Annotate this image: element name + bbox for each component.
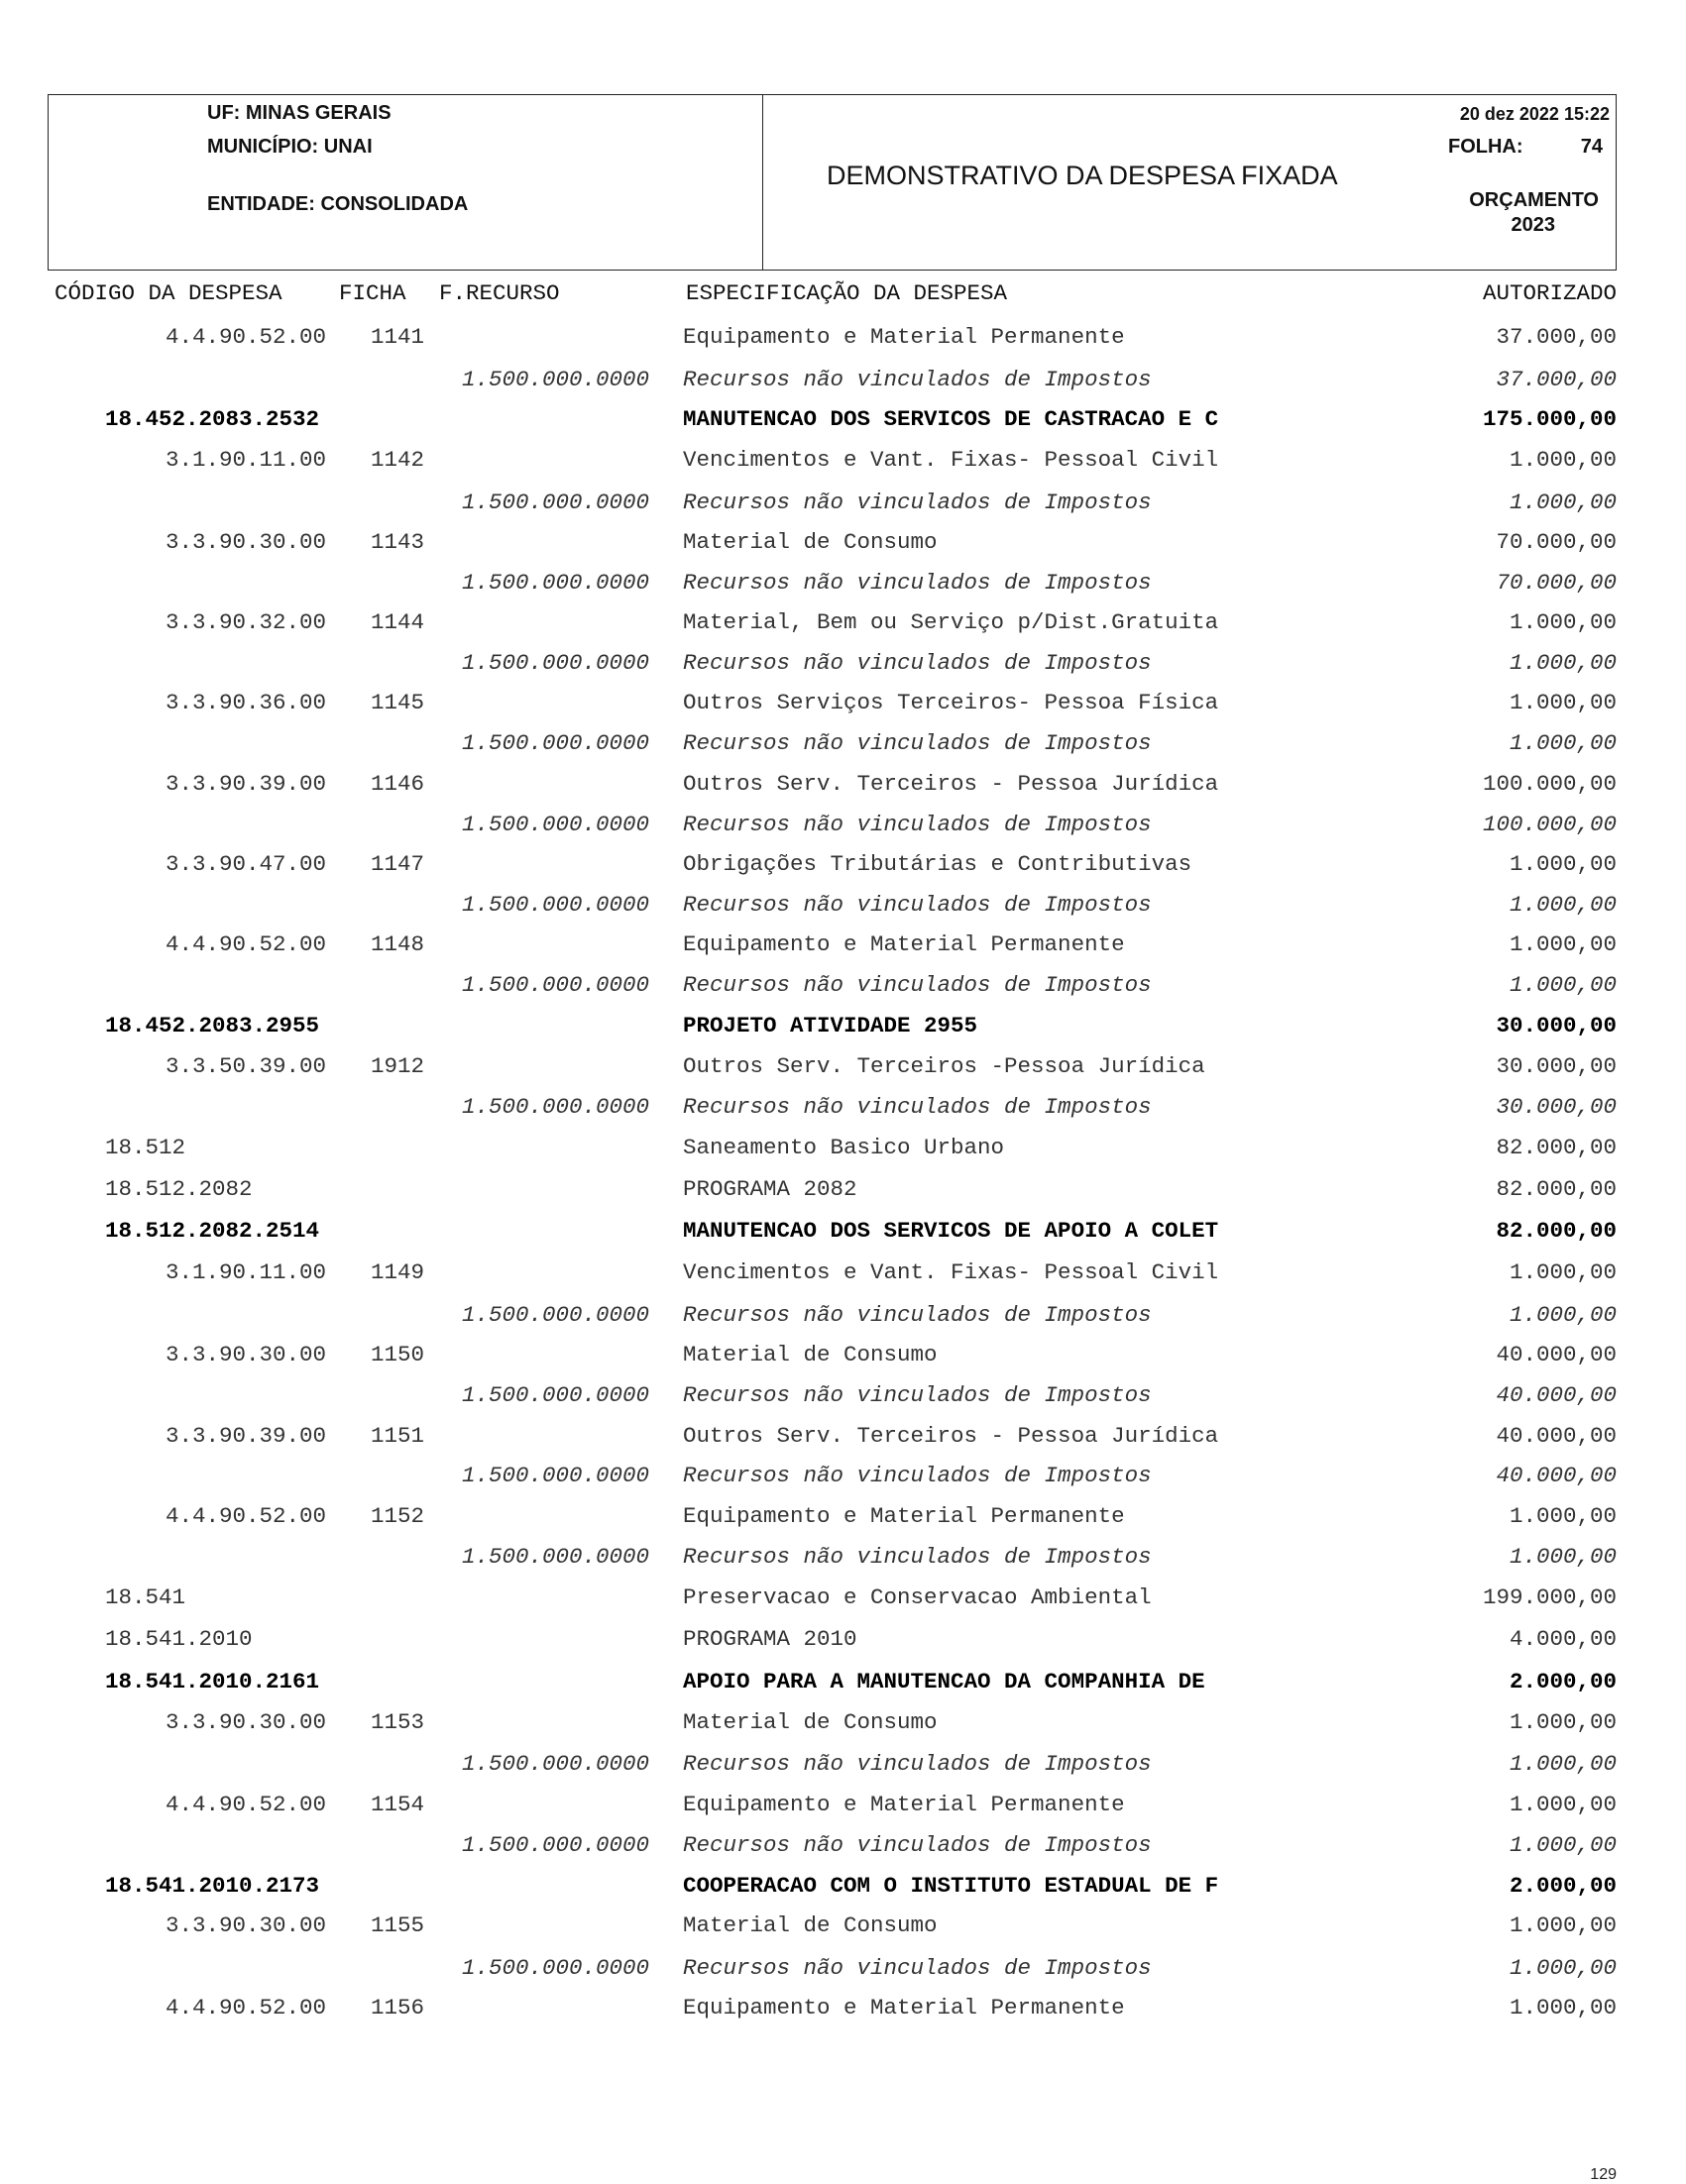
authorized-value: 100.000,00 <box>1482 812 1617 837</box>
expense-code: 3.3.90.30.00 <box>166 529 327 555</box>
ficha-number: 1155 <box>371 1912 425 1938</box>
expense-code: 3.3.50.39.00 <box>166 1053 327 1079</box>
resource-description: Recursos não vinculados de Impostos <box>683 892 1152 918</box>
header-orcamento-year: 2023 <box>1511 214 1555 236</box>
authorized-value: 1.000,00 <box>1509 1503 1617 1529</box>
table-row-fonte <box>0 730 1686 766</box>
authorized-value: 175.000,00 <box>1482 406 1617 432</box>
expense-code: 4.4.90.52.00 <box>166 324 327 350</box>
ficha-number: 1141 <box>371 324 425 350</box>
table-row-fonte <box>0 1544 1686 1580</box>
table-row-acao <box>0 1669 1686 1704</box>
authorized-value: 70.000,00 <box>1496 570 1617 596</box>
authorized-value: 1.000,00 <box>1509 1544 1617 1570</box>
expense-code: 3.1.90.11.00 <box>166 447 327 473</box>
expense-description: Vencimentos e Vant. Fixas- Pessoal Civil <box>683 1259 1219 1285</box>
expense-description: APOIO PARA A MANUTENCAO DA COMPANHIA DE <box>683 1669 1205 1694</box>
authorized-value: 1.000,00 <box>1509 1709 1617 1735</box>
authorized-value: 1.000,00 <box>1509 1259 1617 1285</box>
authorized-value: 1.000,00 <box>1509 1995 1617 2020</box>
header-datetime: 20 dez 2022 15:22 <box>1459 104 1610 124</box>
table-row-func <box>0 1135 1686 1170</box>
resource-description: Recursos não vinculados de Impostos <box>683 1382 1152 1408</box>
table-row-fonte <box>0 650 1686 686</box>
expense-code: 4.4.90.52.00 <box>166 931 327 957</box>
col-header-especificacao: ESPECIFICAÇÃO DA DESPESA <box>686 280 1008 306</box>
expense-code: 3.3.90.36.00 <box>166 690 327 715</box>
expense-code: 3.1.90.11.00 <box>166 1259 327 1285</box>
expense-description: Material de Consumo <box>683 1342 938 1367</box>
ficha-number: 1146 <box>371 771 425 797</box>
expense-code: 3.3.90.47.00 <box>166 851 327 877</box>
table-row-elem <box>0 931 1686 967</box>
table-row-fonte <box>0 1302 1686 1338</box>
expense-code: 3.3.90.30.00 <box>166 1342 327 1367</box>
table-row-fonte <box>0 1094 1686 1130</box>
authorized-value: 1.000,00 <box>1509 447 1617 473</box>
resource-code: 1.500.000.0000 <box>462 1544 650 1570</box>
resource-description: Recursos não vinculados de Impostos <box>683 1751 1152 1777</box>
expense-description: Equipamento e Material Permanente <box>683 1503 1125 1529</box>
resource-code: 1.500.000.0000 <box>462 972 650 998</box>
authorized-value: 70.000,00 <box>1496 529 1617 555</box>
expense-code: 18.512 <box>105 1135 186 1160</box>
authorized-value: 1.000,00 <box>1509 892 1617 918</box>
header-folha-label: FOLHA: <box>1448 136 1523 158</box>
expense-description: Material, Bem ou Serviço p/Dist.Gratuita <box>683 609 1219 635</box>
resource-description: Recursos não vinculados de Impostos <box>683 1832 1152 1858</box>
expense-code: 3.3.90.32.00 <box>166 609 327 635</box>
authorized-value: 100.000,00 <box>1482 771 1617 797</box>
ficha-number: 1154 <box>371 1792 425 1817</box>
authorized-value: 82.000,00 <box>1496 1218 1617 1244</box>
expense-code: 18.512.2082 <box>105 1176 253 1202</box>
resource-code: 1.500.000.0000 <box>462 730 650 756</box>
authorized-value: 1.000,00 <box>1509 609 1617 635</box>
authorized-value: 30.000,00 <box>1496 1013 1617 1038</box>
resource-description: Recursos não vinculados de Impostos <box>683 1544 1152 1570</box>
table-row-fonte <box>0 367 1686 402</box>
authorized-value: 30.000,00 <box>1496 1053 1617 1079</box>
resource-description: Recursos não vinculados de Impostos <box>683 650 1152 676</box>
expense-description: Outros Serv. Terceiros - Pessoa Jurídica <box>683 1423 1219 1449</box>
authorized-value: 1.000,00 <box>1509 730 1617 756</box>
table-row-acao <box>0 1013 1686 1048</box>
authorized-value: 1.000,00 <box>1509 490 1617 515</box>
table-row-fonte <box>0 1463 1686 1498</box>
resource-code: 1.500.000.0000 <box>462 490 650 515</box>
resource-code: 1.500.000.0000 <box>462 570 650 596</box>
expense-code: 18.541.2010.2173 <box>105 1873 320 1899</box>
table-row-func <box>0 1584 1686 1620</box>
expense-code: 18.541 <box>105 1584 186 1610</box>
expense-description: COOPERACAO COM O INSTITUTO ESTADUAL DE F <box>683 1873 1219 1899</box>
header-folha-value: 74 <box>1580 136 1603 158</box>
ficha-number: 1148 <box>371 931 425 957</box>
table-row-fonte <box>0 1832 1686 1868</box>
resource-code: 1.500.000.0000 <box>462 367 650 392</box>
expense-description: Material de Consumo <box>683 1709 938 1735</box>
ficha-number: 1147 <box>371 851 425 877</box>
expense-code: 18.541.2010 <box>105 1626 253 1652</box>
ficha-number: 1150 <box>371 1342 425 1367</box>
resource-code: 1.500.000.0000 <box>462 1382 650 1408</box>
authorized-value: 2.000,00 <box>1509 1873 1617 1899</box>
col-header-ficha: FICHA <box>339 280 406 306</box>
authorized-value: 30.000,00 <box>1496 1094 1617 1120</box>
expense-description: Equipamento e Material Permanente <box>683 1995 1125 2020</box>
authorized-value: 4.000,00 <box>1509 1626 1617 1652</box>
table-row-acao <box>0 1218 1686 1254</box>
resource-description: Recursos não vinculados de Impostos <box>683 1463 1152 1488</box>
resource-description: Recursos não vinculados de Impostos <box>683 570 1152 596</box>
authorized-value: 40.000,00 <box>1496 1423 1617 1449</box>
authorized-value: 1.000,00 <box>1509 1955 1617 1981</box>
table-row-fonte <box>0 1751 1686 1787</box>
expense-description: MANUTENCAO DOS SERVICOS DE CASTRACAO E C <box>683 406 1219 432</box>
expense-code: 4.4.90.52.00 <box>166 1503 327 1529</box>
authorized-value: 82.000,00 <box>1496 1176 1617 1202</box>
authorized-value: 1.000,00 <box>1509 1912 1617 1938</box>
table-row-acao <box>0 1873 1686 1909</box>
authorized-value: 1.000,00 <box>1509 1751 1617 1777</box>
ficha-number: 1153 <box>371 1709 425 1735</box>
table-row-elem <box>0 1995 1686 2030</box>
table-row-elem <box>0 324 1686 360</box>
resource-description: Recursos não vinculados de Impostos <box>683 1094 1152 1120</box>
resource-code: 1.500.000.0000 <box>462 650 650 676</box>
resource-code: 1.500.000.0000 <box>462 812 650 837</box>
authorized-value: 2.000,00 <box>1509 1669 1617 1694</box>
expense-description: PROGRAMA 2010 <box>683 1626 857 1652</box>
expense-code: 3.3.90.39.00 <box>166 771 327 797</box>
table-row-elem <box>0 1503 1686 1539</box>
ficha-number: 1912 <box>371 1053 425 1079</box>
authorized-value: 1.000,00 <box>1509 1832 1617 1858</box>
col-header-autorizado: AUTORIZADO <box>1482 280 1617 306</box>
expense-description: PROJETO ATIVIDADE 2955 <box>683 1013 978 1038</box>
expense-description: MANUTENCAO DOS SERVICOS DE APOIO A COLET <box>683 1218 1219 1244</box>
resource-description: Recursos não vinculados de Impostos <box>683 730 1152 756</box>
expense-code: 18.512.2082.2514 <box>105 1218 320 1244</box>
resource-description: Recursos não vinculados de Impostos <box>683 972 1152 998</box>
resource-code: 1.500.000.0000 <box>462 1751 650 1777</box>
table-row-elem <box>0 1342 1686 1377</box>
resource-code: 1.500.000.0000 <box>462 1955 650 1981</box>
authorized-value: 40.000,00 <box>1496 1342 1617 1367</box>
header-orcamento-label: ORÇAMENTO <box>1469 189 1599 211</box>
resource-code: 1.500.000.0000 <box>462 892 650 918</box>
expense-description: Equipamento e Material Permanente <box>683 931 1125 957</box>
resource-code: 1.500.000.0000 <box>462 1302 650 1328</box>
col-header-codigo: CÓDIGO DA DESPESA <box>55 280 282 306</box>
header-municipio: MUNICÍPIO: UNAI <box>207 136 373 158</box>
authorized-value: 37.000,00 <box>1496 367 1617 392</box>
authorized-value: 1.000,00 <box>1509 972 1617 998</box>
authorized-value: 1.000,00 <box>1509 851 1617 877</box>
authorized-value: 37.000,00 <box>1496 324 1617 350</box>
page-number: 129 <box>1590 2166 1617 2183</box>
col-header-recurso: F.RECURSO <box>439 280 560 306</box>
authorized-value: 1.000,00 <box>1509 931 1617 957</box>
expense-description: Outros Serv. Terceiros - Pessoa Jurídica <box>683 771 1219 797</box>
table-row-fonte <box>0 570 1686 605</box>
resource-description: Recursos não vinculados de Impostos <box>683 1955 1152 1981</box>
expense-description: Material de Consumo <box>683 1912 938 1938</box>
table-row-elem <box>0 529 1686 565</box>
authorized-value: 40.000,00 <box>1496 1382 1617 1408</box>
ficha-number: 1149 <box>371 1259 425 1285</box>
authorized-value: 1.000,00 <box>1509 690 1617 715</box>
table-row-elem <box>0 1259 1686 1295</box>
table-row-elem <box>0 771 1686 807</box>
expense-description: Obrigações Tributárias e Contributivas <box>683 851 1192 877</box>
resource-code: 1.500.000.0000 <box>462 1094 650 1120</box>
expense-code: 18.541.2010.2161 <box>105 1669 320 1694</box>
authorized-value: 1.000,00 <box>1509 1302 1617 1328</box>
document-title: DEMONSTRATIVO DA DESPESA FIXADA <box>827 161 1338 190</box>
expense-description: Equipamento e Material Permanente <box>683 1792 1125 1817</box>
resource-description: Recursos não vinculados de Impostos <box>683 1302 1152 1328</box>
table-row-elem <box>0 690 1686 725</box>
ficha-number: 1142 <box>371 447 425 473</box>
resource-description: Recursos não vinculados de Impostos <box>683 490 1152 515</box>
expense-code: 3.3.90.39.00 <box>166 1423 327 1449</box>
table-row-fonte <box>0 972 1686 1008</box>
table-row-fonte <box>0 892 1686 928</box>
ficha-number: 1156 <box>371 1995 425 2020</box>
table-row-fonte <box>0 1955 1686 1991</box>
expense-code: 18.452.2083.2532 <box>105 406 320 432</box>
ficha-number: 1151 <box>371 1423 425 1449</box>
table-row-acao <box>0 406 1686 442</box>
table-row-elem <box>0 1709 1686 1745</box>
resource-description: Recursos não vinculados de Impostos <box>683 812 1152 837</box>
ficha-number: 1152 <box>371 1503 425 1529</box>
ficha-number: 1144 <box>371 609 425 635</box>
resource-code: 1.500.000.0000 <box>462 1463 650 1488</box>
table-row-elem <box>0 1423 1686 1459</box>
expense-description: Vencimentos e Vant. Fixas- Pessoal Civil <box>683 447 1219 473</box>
authorized-value: 1.000,00 <box>1509 650 1617 676</box>
table-row-fonte <box>0 1382 1686 1418</box>
header-uf: UF: MINAS GERAIS <box>207 102 392 124</box>
authorized-value: 82.000,00 <box>1496 1135 1617 1160</box>
expense-code: 4.4.90.52.00 <box>166 1995 327 2020</box>
table-row-func <box>0 1626 1686 1662</box>
expense-description: Outros Serv. Terceiros -Pessoa Jurídica <box>683 1053 1205 1079</box>
table-row-elem <box>0 1912 1686 1948</box>
expense-code: 4.4.90.52.00 <box>166 1792 327 1817</box>
expense-description: Material de Consumo <box>683 529 938 555</box>
authorized-value: 199.000,00 <box>1482 1584 1617 1610</box>
expense-description: Preservacao e Conservacao Ambiental <box>683 1584 1152 1610</box>
expense-description: Equipamento e Material Permanente <box>683 324 1125 350</box>
resource-description: Recursos não vinculados de Impostos <box>683 367 1152 392</box>
resource-code: 1.500.000.0000 <box>462 1832 650 1858</box>
header-entidade: ENTIDADE: CONSOLIDADA <box>207 193 469 215</box>
expense-description: Saneamento Basico Urbano <box>683 1135 1005 1160</box>
expense-description: PROGRAMA 2082 <box>683 1176 857 1202</box>
table-row-fonte <box>0 490 1686 525</box>
expense-code: 18.452.2083.2955 <box>105 1013 320 1038</box>
table-row-elem <box>0 447 1686 483</box>
expense-code: 3.3.90.30.00 <box>166 1912 327 1938</box>
expense-description: Outros Serviços Terceiros- Pessoa Física <box>683 690 1219 715</box>
authorized-value: 40.000,00 <box>1496 1463 1617 1488</box>
ficha-number: 1143 <box>371 529 425 555</box>
table-row-fonte <box>0 812 1686 847</box>
authorized-value: 1.000,00 <box>1509 1792 1617 1817</box>
table-row-elem <box>0 851 1686 887</box>
ficha-number: 1145 <box>371 690 425 715</box>
expense-code: 3.3.90.30.00 <box>166 1709 327 1735</box>
table-row-elem <box>0 1053 1686 1089</box>
table-row-func <box>0 1176 1686 1212</box>
table-row-elem <box>0 1792 1686 1827</box>
table-row-elem <box>0 609 1686 645</box>
